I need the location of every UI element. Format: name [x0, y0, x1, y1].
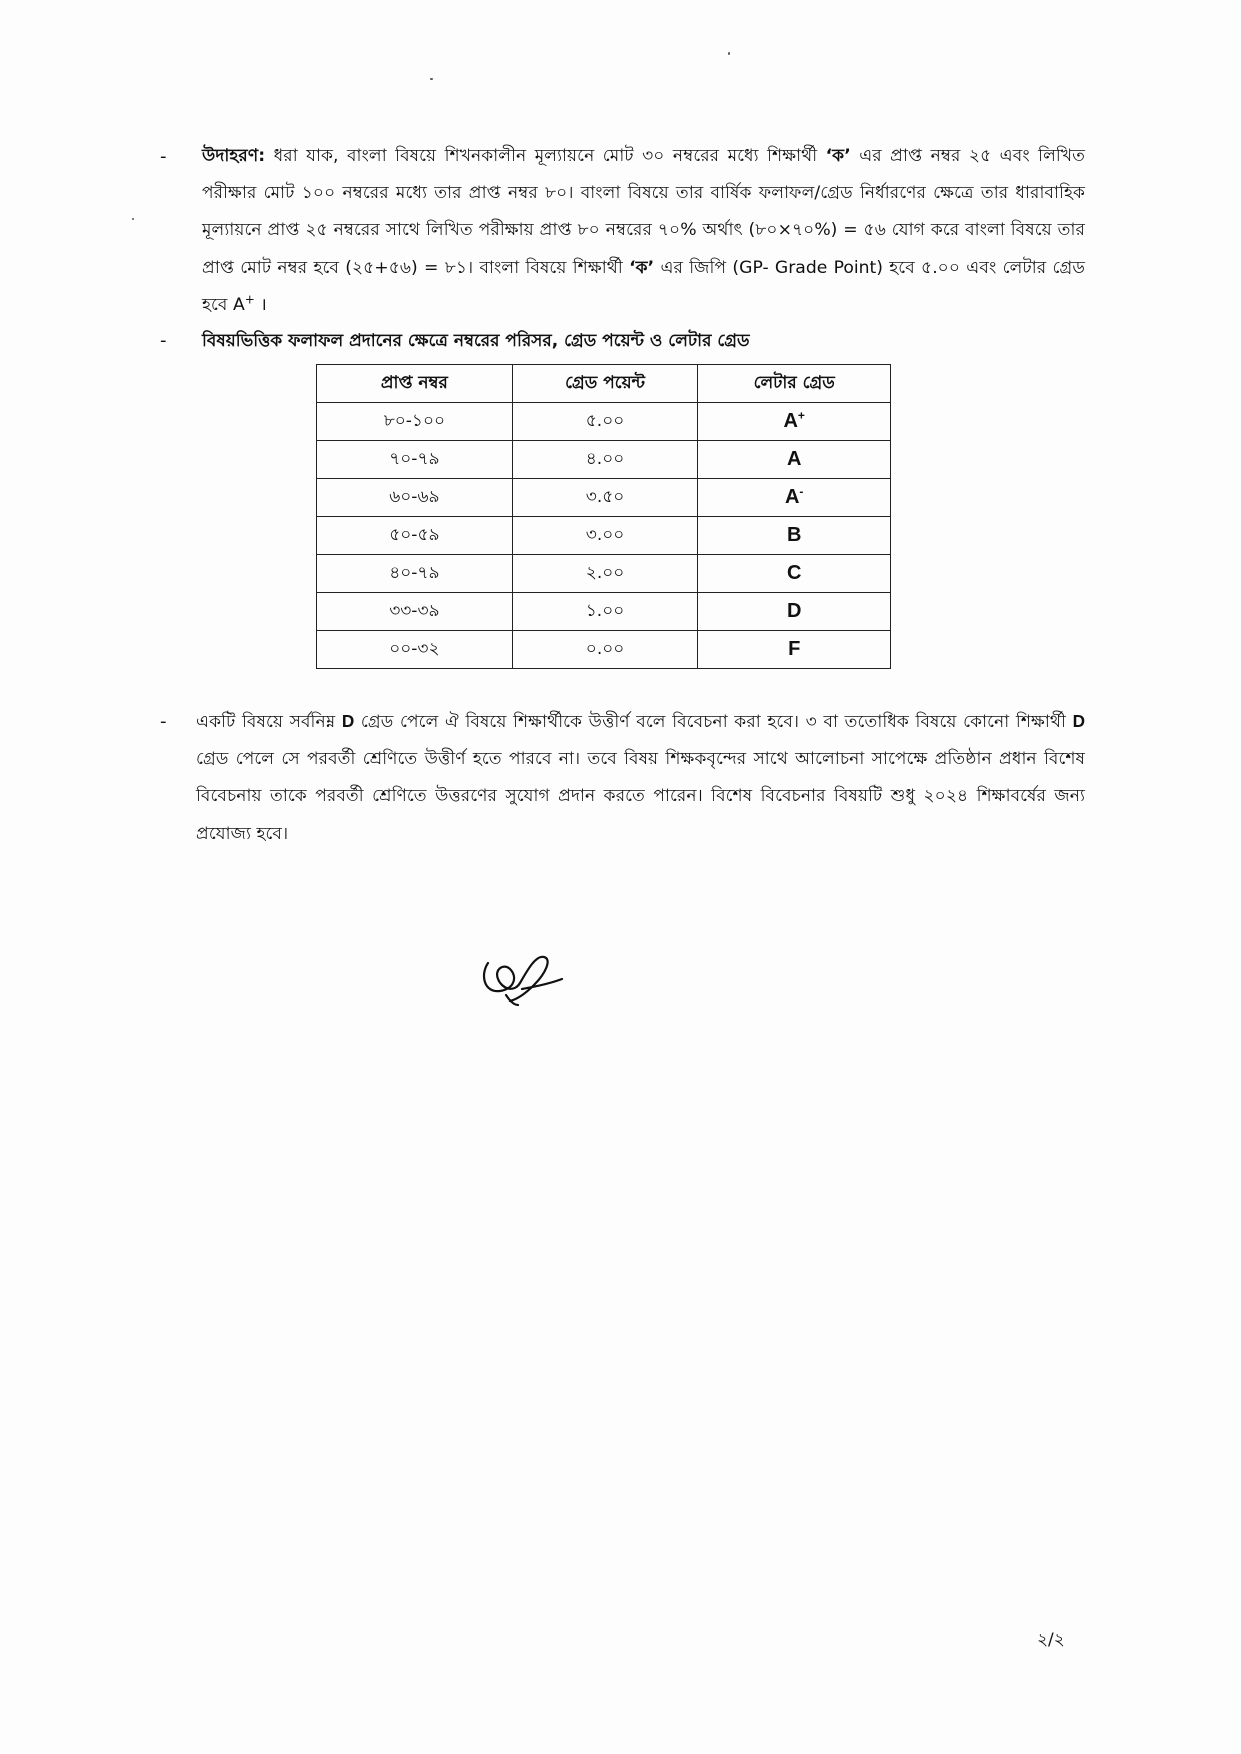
letter-grade-text: B: [786, 524, 802, 546]
marks-range: ৮০-১০০: [317, 403, 513, 441]
bullet-dash: -: [160, 146, 167, 167]
example-section: [160, 138, 1085, 328]
example-label: উদাহরণ:: [202, 146, 266, 166]
letter-grade-sup: -: [799, 484, 804, 499]
pass-rule-paragraph: [196, 703, 1085, 853]
letter-grade: [698, 593, 891, 631]
table-heading: বিষয়ভিত্তিক ফলাফল প্রদানের ক্ষেত্রে নম্বরের পরিসর, গ্রেড পয়েন্ট ও লেটার গ্রেড: [202, 331, 750, 351]
letter-grade-text: A: [783, 410, 798, 432]
grade-d: D: [1072, 711, 1086, 731]
signature-icon: [470, 935, 570, 1015]
pass-rule-text-1: একটি বিষয়ে সর্বনিম্ন: [196, 712, 342, 732]
bullet-dash: -: [160, 711, 167, 732]
grade-point: ৩.৫০: [512, 479, 698, 517]
example-text-end: ।: [254, 294, 267, 315]
scan-speck: [132, 218, 134, 220]
table-row: [317, 593, 891, 631]
marks-range: ৭০-৭৯: [317, 441, 513, 479]
grade-point: ৫.০০: [512, 403, 698, 441]
letter-grade: [698, 441, 891, 479]
marks-range: ৩৩-৩৯: [317, 593, 513, 631]
grade-superscript: +: [244, 292, 255, 307]
letter-grade-text: A: [784, 486, 800, 508]
example-paragraph: [202, 138, 1085, 324]
marks-range: ৪০-৭৯: [317, 555, 513, 593]
table-row: [317, 631, 891, 669]
grade-d: D: [341, 711, 355, 731]
example-text-2: এর প্রাপ্ত নম্বর ২৫ এবং লিখিত পরীক্ষার মোট ১০০ নম্বরের মধ্যে তার প্রাপ্ত নম্বর ৮০। বাংলা বিষয়ে তার বার্ষিক ফলাফল/গ্রেড নির্ধারণের ক্ষেত্রে তার ধারাবাহিক মূল্যায়নে প্রাপ্ত ২৫ নম্বরের সাথে লিখিত পরীক্ষায় প্রাপ্ত ৮০ নম্বরের ৭০% অর্থাৎ (৮০×৭০%) = ৫৬ যোগ করে বাংলা বিষয়ে তার প্রাপ্ত মোট নম্বর হবে (২৫+৫৬) = ৮১। বাংলা বিষয়ে শিক্ষার্থী: [202, 146, 1086, 278]
table-row: [317, 479, 891, 517]
column-header-grade-point: গ্রেড পয়েন্ট: [512, 365, 698, 403]
scan-speck: [430, 78, 433, 80]
letter-grade: [698, 555, 891, 593]
pass-rule-text-3: গ্রেড পেলে সে পরবর্তী শ্রেণিতে উত্তীর্ণ হতে পারবে না। তবে বিষয় শিক্ষকবৃন্দের সাথে আলোচনা সাপেক্ষে প্রতিষ্ঠান প্রধান বিশেষ বিবেচনায় তাকে পরবর্তী শ্রেণিতে উত্তরণের সুযোগ প্রদান করতে পারেন। বিশেষ বিবেচনার বিষয়টি শুধু ২০২৪ শিক্ষাবর্ষের জন্য প্রযোজ্য হবে।: [196, 749, 1085, 844]
table-row: [317, 555, 891, 593]
letter-grade-sup: +: [797, 408, 805, 423]
letter-grade-text: A: [786, 448, 802, 470]
pass-rule-text-2: গ্রেড পেলে ঐ বিষয়ে শিক্ষার্থীকে উত্তীর্ণ বলে বিবেচনা করা হবে। ৩ বা ততোধিক বিষয়ে কোনো শিক্ষার্থী: [354, 712, 1073, 732]
student-name: ‘ক’: [629, 257, 655, 278]
letter-grade-text: C: [786, 562, 802, 584]
grade-point: ০.০০: [512, 631, 698, 669]
grade-point: ৩.০০: [512, 517, 698, 555]
page-number: ২/২: [1037, 1630, 1065, 1650]
marks-range: ৫০-৫৯: [317, 517, 513, 555]
column-header-marks: প্রাপ্ত নম্বর: [317, 365, 513, 403]
scan-speck: [728, 52, 730, 55]
grade-point: ২.০০: [512, 555, 698, 593]
bullet-dash: -: [160, 330, 167, 351]
column-header-letter-grade: লেটার গ্রেড: [698, 365, 891, 403]
marks-range: ৬০-৬৯: [317, 479, 513, 517]
letter-grade-text: D: [786, 600, 802, 622]
letter-grade: [698, 479, 891, 517]
grade-point: ৪.০০: [512, 441, 698, 479]
grade-table: [316, 364, 891, 669]
grade-point: ১.০০: [512, 593, 698, 631]
pass-rule-section: [160, 703, 1085, 863]
table-heading-section: [160, 322, 1085, 362]
table-row: [317, 441, 891, 479]
letter-grade: [698, 631, 891, 669]
letter-grade: [698, 403, 891, 441]
example-text-3: এর জিপি (GP- Grade Point) হবে ৫.০০ এবং লেটার গ্রেড হবে A: [202, 257, 1085, 315]
marks-range: ০০-৩২: [317, 631, 513, 669]
table-row: [317, 517, 891, 555]
table-header-row: [317, 365, 891, 403]
example-text-1: ধরা যাক, বাংলা বিষয়ে শিখনকালীন মূল্যায়নে মোট ৩০ নম্বরের মধ্যে শিক্ষার্থী: [265, 146, 826, 166]
student-name: ‘ক’: [825, 146, 851, 166]
letter-grade: [698, 517, 891, 555]
letter-grade-text: F: [788, 638, 801, 660]
table-row: [317, 403, 891, 441]
